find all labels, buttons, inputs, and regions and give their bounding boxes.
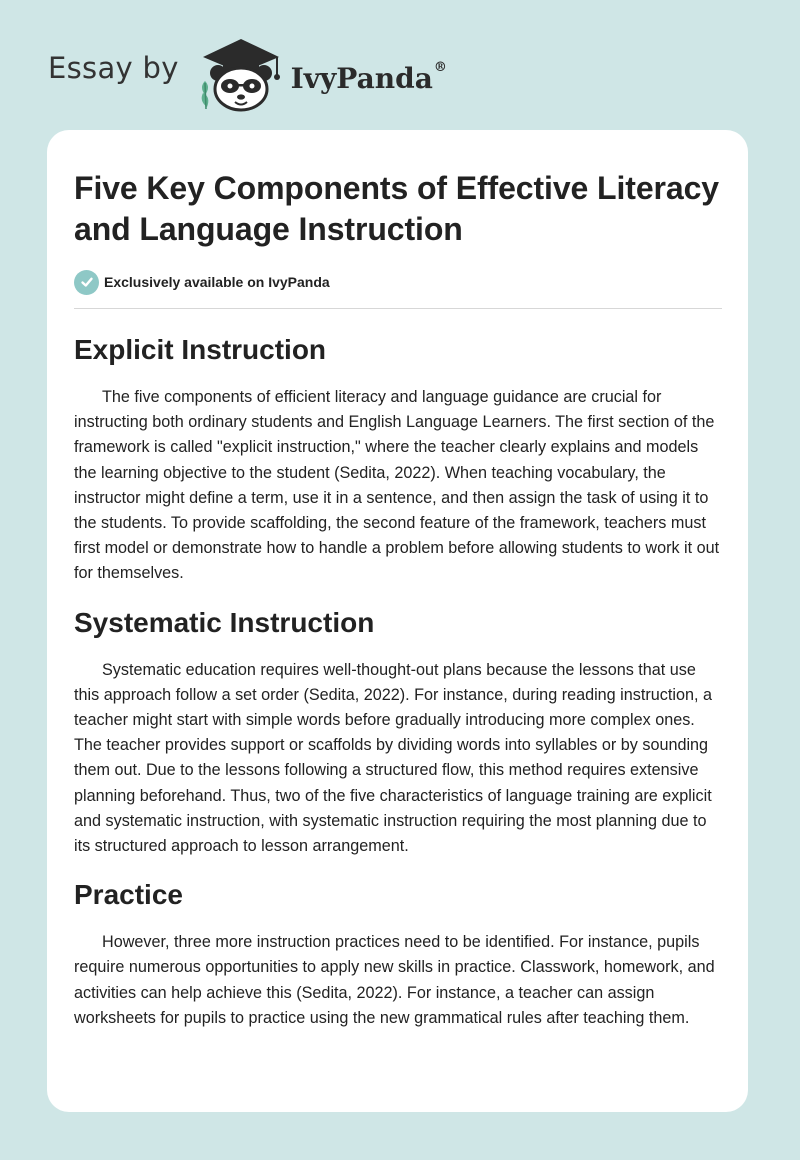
registered-mark: ® [433,60,447,76]
brand-name[interactable]: IvyPanda® [290,60,447,95]
exclusive-label: Exclusively available on IvyPanda [104,274,330,290]
section-heading: Practice [74,879,183,911]
essay-card [47,130,748,1112]
section-heading: Systematic Instruction [74,606,375,638]
exclusive-notice [74,269,722,295]
section-heading: Explicit Instruction [74,334,327,365]
panda-graduate-icon[interactable] [193,35,289,113]
divider [74,308,722,309]
site-header [48,34,447,114]
page-title: Five Key Components of Effective Literacy and Language Instruction [74,170,719,247]
essay-by-label: Essay by [48,51,179,85]
section-paragraph: The five components of efficient literacy and language guidance are crucial for instructing both ordinary students and English Language Learners. The first section of the framework is called "explicit instruction," where the teacher clearly explains and models the learning objective to the student (Sedita, 2022). When teaching vocabulary, the instructor might define a term, use it in a sentence, and then assign the task of using it to the students. To provide scaffolding, the second feature of the framework, teachers must first model or demonstrate how to handle a problem before allowing students to work it out for themselves. [74,388,720,583]
section-paragraph: Systematic education requires well-thought-out plans because the lessons that use this approach follow a set order (Sedita, 2022). For instance, during reading instruction, a teacher might start with simple words before gradually introducing more complex ones. The teacher provides support or scaffolds by dividing words into syllables or by sounding them out. Due to the lessons following a structured flow, this method requires extensive planning beforehand. Thus, two of the five characteristics of language training are explicit and systematic instruction, with systematic instruction requiring the most planning due to its structured approach to lesson arrangement. [74,660,712,856]
section-paragraph: However, three more instruction practices need to be identified. For instance, pupils require numerous opportunities to apply new skills in practice. Classwork, homework, and activities can help achieve this (Sedita, 2022). For instance, a teacher can assign worksheets for pupils to practice using the new grammatical rules after teaching them. [74,933,715,1027]
checkmark-icon [74,270,99,295]
